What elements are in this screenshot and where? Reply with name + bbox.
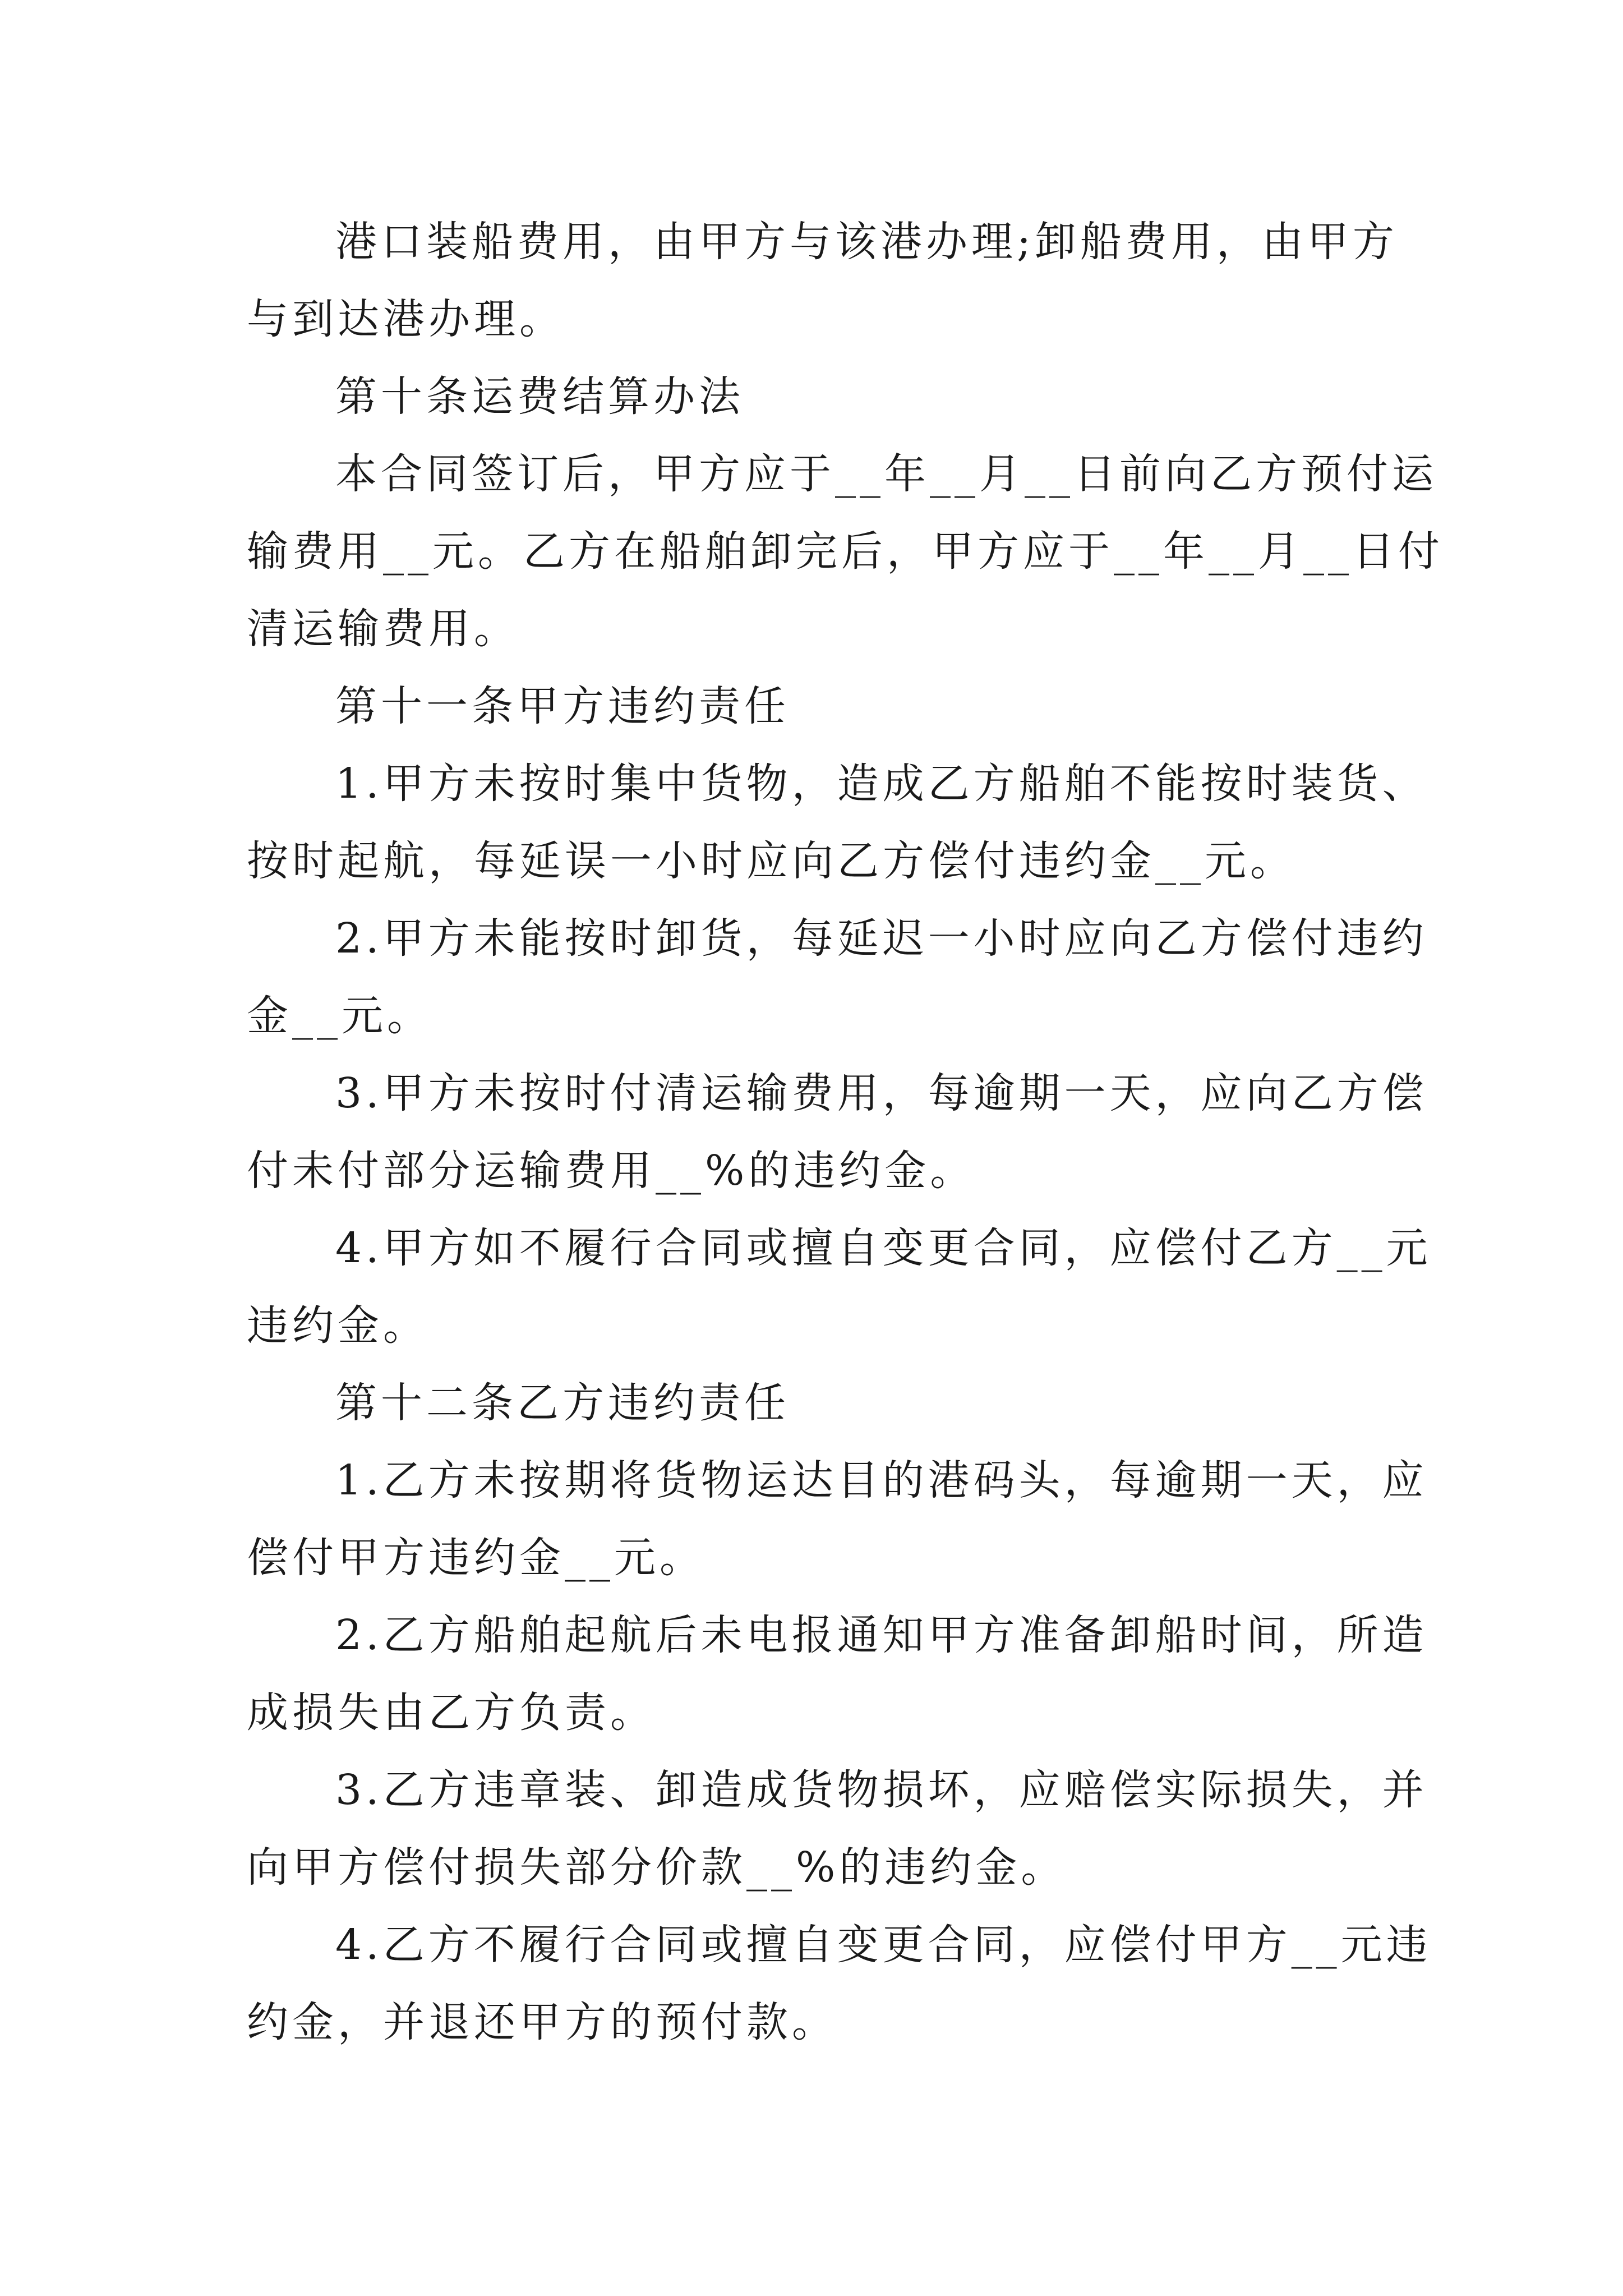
text-line: 约金，并退还甲方的预付款。: [247, 1998, 837, 2046]
section-heading: 第十条运费结算办法: [335, 372, 744, 421]
text-line: 成损失由乙方负责。: [247, 1688, 656, 1737]
text-line: 4.乙方不履行合同或擅自变更合同，应偿付甲方__元违: [335, 1921, 1432, 1969]
text-line: 4.甲方如不履行合同或擅自变更合同，应偿付乙方__元: [335, 1224, 1432, 1272]
text-line: 向甲方偿付损失部分价款__%的违约金。: [247, 1843, 1067, 1892]
text-line: 清运输费用。: [247, 605, 519, 653]
text-line: 2.甲方未能按时卸货，每延迟一小时应向乙方偿付违约: [335, 914, 1428, 963]
text-line: 付未付部分运输费用__%的违约金。: [247, 1147, 976, 1195]
section-heading: 第十一条甲方违约责任: [335, 682, 790, 730]
document-body: [247, 203, 1444, 2061]
text-line: 3.甲方未按时付清运输费用，每逾期一天，应向乙方偿: [335, 1069, 1428, 1117]
text-line: 偿付甲方违约金__元。: [247, 1534, 705, 1582]
section-heading: 第十二条乙方违约责任: [335, 1379, 790, 1427]
text-line: 2.乙方船舶起航后未电报通知甲方准备卸船时间，所造: [335, 1611, 1428, 1659]
text-line: 金__元。: [247, 992, 432, 1040]
text-line: 本合同签订后，甲方应于__年__月__日前向乙方预付运: [335, 450, 1437, 498]
text-line: 港口装船费用，由甲方与该港办理;卸船费用，由甲方: [335, 218, 1398, 266]
text-line: 按时起航，每延误一小时应向乙方偿付违约金__元。: [247, 837, 1295, 885]
text-line: 输费用__元。乙方在船舶卸完后，甲方应于__年__月__日付: [247, 527, 1444, 576]
text-line: 违约金。: [247, 1301, 428, 1350]
text-line: 与到达港办理。: [247, 295, 565, 343]
text-line: 1.乙方未按期将货物运达目的港码头，每逾期一天，应: [335, 1456, 1428, 1504]
text-line: 1.甲方未按时集中货物，造成乙方船舶不能按时装货、: [335, 760, 1428, 808]
text-line: 3.乙方违章装、卸造成货物损坏，应赔偿实际损失，并: [335, 1766, 1428, 1814]
